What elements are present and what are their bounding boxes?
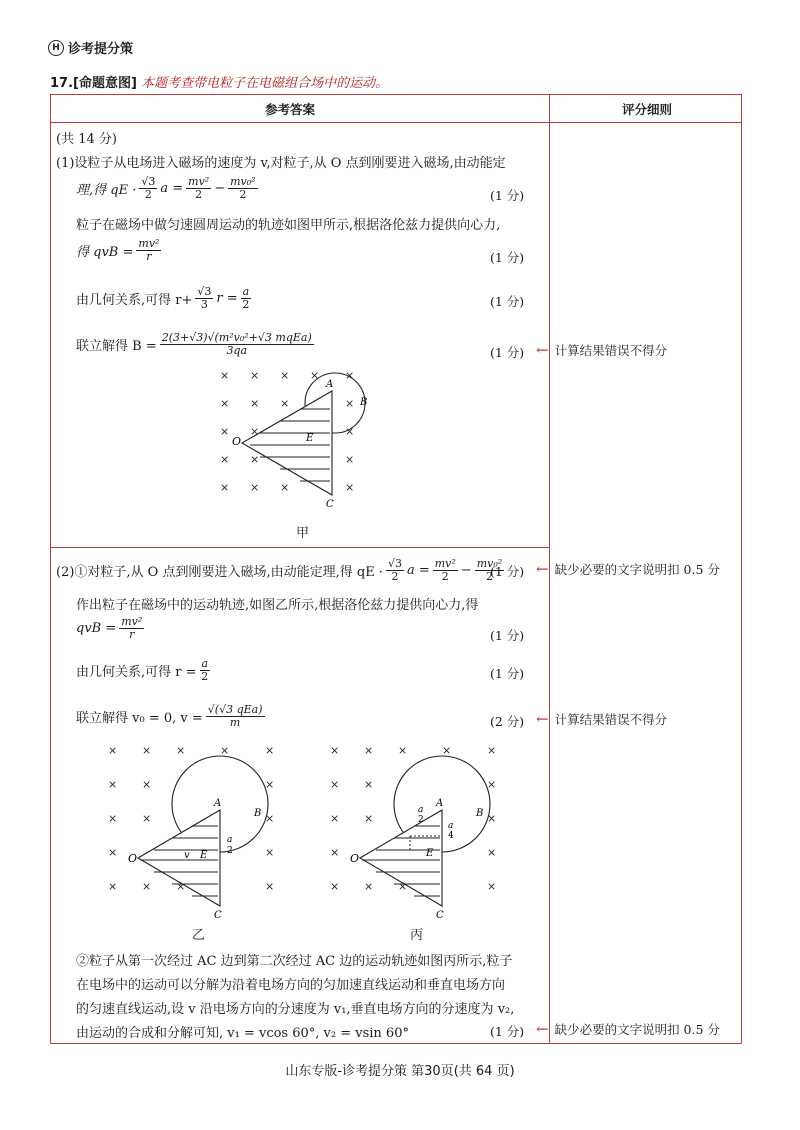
rule-note4 xyxy=(536,1020,720,1038)
figure-yi xyxy=(100,740,290,920)
total-score: (共 14 分) xyxy=(56,132,117,147)
svg-text:×: × xyxy=(265,744,275,757)
p2-line2: 作出粒子在磁场中的运动轨迹,如图乙所示,根据洛伦兹力提供向心力,得 xyxy=(76,598,479,613)
rule-note4-text: 缺少必要的文字说明扣 0.5 分 xyxy=(554,1022,720,1037)
p2-line8: 的匀速直线运动,设 v 沿电场方向的分速度为 v₁,垂直电场方向的分速度为 v₂, xyxy=(76,1002,515,1017)
rule-note3 xyxy=(536,710,667,728)
label-B: B xyxy=(360,397,368,408)
frac-mv02-b: $\frac{\text{mv₀²}}{2}$ xyxy=(476,557,503,583)
svg-text:×: × xyxy=(250,369,260,382)
p1-eq4-prefix: 联立解得 B = xyxy=(76,339,157,354)
p2-score2: (1 分) xyxy=(490,628,525,643)
label-O-yi: O xyxy=(128,852,138,865)
label-C: C xyxy=(326,499,334,510)
svg-text:×: × xyxy=(108,846,118,859)
svg-text:×: × xyxy=(265,812,275,825)
svg-text:×: × xyxy=(250,397,260,410)
svg-text:×: × xyxy=(330,812,340,825)
svg-text:×: × xyxy=(220,744,230,757)
svg-text:×: × xyxy=(364,880,374,893)
frac-sqrt3-2: $\frac{√3}{2}$ xyxy=(141,175,156,201)
intent-text: 本题考查带电粒子在电磁组合场中的运动。 xyxy=(141,76,389,91)
p2-score3: (1 分) xyxy=(490,666,525,681)
svg-text:×: × xyxy=(250,425,260,438)
p1-equation4 xyxy=(76,332,314,357)
p2-eq1-eq: a = xyxy=(406,563,430,578)
label-O-bing: O xyxy=(350,852,360,865)
svg-text:×: × xyxy=(330,846,340,859)
svg-text:×: × xyxy=(398,880,408,893)
svg-text:×: × xyxy=(250,481,260,494)
label-A-bing: A xyxy=(436,798,444,809)
svg-text:×: × xyxy=(220,425,230,438)
header-rules: 评分细则 xyxy=(622,102,673,117)
frac-a-2: $\frac{a}{2}$ xyxy=(242,285,250,311)
frac-mv02: $\frac{\text{mv₀²}}{2}$ xyxy=(230,175,256,201)
frac-mv2-r: $\frac{\text{mv²}}{r}$ xyxy=(138,237,160,263)
label-a4-den-bing: 4 xyxy=(448,831,454,841)
arrow-left-icon: ← xyxy=(536,560,549,578)
arrow-left-icon: ← xyxy=(536,710,549,728)
svg-text:×: × xyxy=(330,778,340,791)
arrow-left-icon: ← xyxy=(536,1020,549,1038)
brand-title: 诊考提分策 xyxy=(68,42,134,57)
svg-text:×: × xyxy=(364,778,374,791)
p2-score5: (1 分) xyxy=(490,1024,525,1039)
svg-text:×: × xyxy=(398,744,408,757)
svg-text:×: × xyxy=(310,369,320,382)
svg-text:×: × xyxy=(142,744,152,757)
p2-equation1 xyxy=(56,558,504,583)
p2-score4: (2 分) xyxy=(490,714,525,729)
p1-score2: (1 分) xyxy=(490,250,525,265)
figure-bing-caption: 丙 xyxy=(410,928,424,943)
p1-score4: (1 分) xyxy=(490,345,525,360)
figure-bing xyxy=(322,740,512,920)
label-a-den-bing: 2 xyxy=(418,815,424,825)
p1-equation3 xyxy=(76,286,251,311)
svg-text:×: × xyxy=(487,846,497,859)
svg-text:×: × xyxy=(280,481,290,494)
svg-text:×: × xyxy=(280,397,290,410)
p2-equation3 xyxy=(76,658,210,683)
svg-text:×: × xyxy=(487,778,497,791)
svg-text:×: × xyxy=(345,397,355,410)
figure-jia xyxy=(210,365,370,515)
arrow-left-icon: ← xyxy=(536,341,549,359)
label-E-yi: E xyxy=(200,850,208,861)
p1-eq3-mid: r = xyxy=(216,291,238,306)
svg-text:×: × xyxy=(487,880,497,893)
svg-text:×: × xyxy=(220,453,230,466)
svg-text:×: × xyxy=(265,880,275,893)
p1-eq2-prefix: 得 qvB = xyxy=(76,245,134,260)
frac-a-2-b: $\frac{a}{2}$ xyxy=(201,657,209,683)
label-B-bing: B xyxy=(476,808,484,819)
label-a-yi: a xyxy=(227,835,233,845)
svg-text:×: × xyxy=(345,481,355,494)
label-A: A xyxy=(326,379,334,390)
svg-text:×: × xyxy=(442,744,452,757)
label-C-yi: C xyxy=(214,910,222,920)
svg-text:×: × xyxy=(108,880,118,893)
label-E: E xyxy=(306,433,314,444)
frac-v: $\frac{\text{√(√3 qEa)}}{m}$ xyxy=(207,703,263,729)
p2-equation4 xyxy=(76,704,265,729)
p1-eq1-eq: a = xyxy=(160,181,184,196)
svg-text:×: × xyxy=(265,846,275,859)
svg-text:×: × xyxy=(108,778,118,791)
frac-sqrt3-2-b: $\frac{√3}{2}$ xyxy=(387,557,402,583)
svg-text:×: × xyxy=(487,812,497,825)
rule-note2 xyxy=(536,560,720,578)
frac-mv2-b: $\frac{\text{mv²}}{2}$ xyxy=(434,557,456,583)
p2-equation2 xyxy=(76,616,144,641)
label-A-yi: A xyxy=(214,798,222,809)
svg-text:×: × xyxy=(364,812,374,825)
svg-text:×: × xyxy=(142,778,152,791)
svg-text:×: × xyxy=(142,812,152,825)
svg-text:×: × xyxy=(487,744,497,757)
p2-eq4-prefix: 联立解得 v₀ = 0, v = xyxy=(76,711,203,726)
p2-eq2-prefix: qvB = xyxy=(76,621,117,636)
frac-mv2-r-b: $\frac{\text{mv²}}{r}$ xyxy=(121,615,143,641)
frac-B: $\frac{\text{2(3+√3)√(m²v₀²+√3 mqEa)}}{3qa}$ xyxy=(161,331,312,357)
figure-yi-caption: 乙 xyxy=(192,928,206,943)
svg-text:×: × xyxy=(345,425,355,438)
svg-text:×: × xyxy=(345,369,355,382)
label-a-den-yi: 2 xyxy=(227,846,233,856)
table-header-divider xyxy=(50,122,742,123)
p1-line3: 粒子在磁场中做匀速圆周运动的轨迹如图甲所示,根据洛伦兹力提供向心力, xyxy=(76,218,501,233)
p2-line9: 由运动的合成和分解可知, v₁ = vcos 60°, v₂ = vsin 60° xyxy=(76,1026,409,1041)
p1-score1: (1 分) xyxy=(490,188,525,203)
p1-eq1-prefix: 理,得 qE · xyxy=(76,183,137,198)
svg-text:×: × xyxy=(176,880,186,893)
frac-mv2: $\frac{\text{mv²}}{2}$ xyxy=(188,175,210,201)
p1-eq3-prefix: 由几何关系,可得 r+ xyxy=(76,293,193,308)
svg-text:×: × xyxy=(220,481,230,494)
svg-text:×: × xyxy=(108,812,118,825)
label-v-yi: v xyxy=(184,850,190,861)
label-a-bing: a xyxy=(418,805,424,815)
p1-equation2 xyxy=(76,238,161,263)
question-intent xyxy=(50,72,388,91)
frac-sqrt3-3: $\frac{√3}{3}$ xyxy=(197,285,212,311)
rule-note1 xyxy=(536,341,667,359)
svg-text:×: × xyxy=(280,369,290,382)
p1-equation1 xyxy=(76,176,258,201)
svg-text:×: × xyxy=(220,369,230,382)
rule-note2-text: 缺少必要的文字说明扣 0.5 分 xyxy=(554,562,720,577)
header-answer: 参考答案 xyxy=(265,102,316,117)
svg-text:×: × xyxy=(142,880,152,893)
svg-text:×: × xyxy=(108,744,118,757)
p1-line1: (1)设粒子从电场进入磁场的速度为 v,对粒子,从 O 点到刚要进入磁场,由动能定 xyxy=(56,156,506,171)
p2-eq1-prefix: (2)①对粒子,从 O 点到刚要进入磁场,由动能定理,得 qE · xyxy=(56,565,383,580)
svg-text:×: × xyxy=(265,778,275,791)
label-O: O xyxy=(232,435,242,448)
minus-sign-b: − xyxy=(460,563,472,578)
brand-logo-icon: H xyxy=(48,40,64,56)
brand-header xyxy=(48,38,133,57)
rule-note3-text: 计算结果错误不得分 xyxy=(554,712,668,727)
svg-text:×: × xyxy=(364,744,374,757)
p1-score3: (1 分) xyxy=(490,294,525,309)
svg-text:×: × xyxy=(345,453,355,466)
svg-text:×: × xyxy=(176,744,186,757)
label-B-yi: B xyxy=(254,808,262,819)
p2-eq3-prefix: 由几何关系,可得 r = xyxy=(76,665,197,680)
svg-text:×: × xyxy=(250,453,260,466)
rule-note1-text: 计算结果错误不得分 xyxy=(554,343,668,358)
minus-sign: − xyxy=(214,181,226,196)
figure-jia-caption: 甲 xyxy=(296,526,310,541)
table-part-divider xyxy=(50,547,549,548)
p2-line7: 在电场中的运动可以分解为沿着电场方向的匀加速直线运动和垂直电场方向 xyxy=(76,978,506,993)
p2-score1: (1 分) xyxy=(490,564,525,579)
p2-line6: ②粒子从第一次经过 AC 边到第二次经过 AC 边的运动轨迹如图丙所示,粒子 xyxy=(76,954,513,969)
intent-tag: [命题意图] xyxy=(73,76,137,91)
svg-text:×: × xyxy=(220,397,230,410)
label-a4-bing: a xyxy=(448,821,454,831)
page-footer: 山东专版-诊考提分策 第30页(共 64 页) xyxy=(285,1064,515,1079)
svg-text:×: × xyxy=(330,880,340,893)
svg-text:×: × xyxy=(330,744,340,757)
label-C-bing: C xyxy=(436,910,444,920)
question-number: 17. xyxy=(50,76,74,91)
label-E-bing: E xyxy=(426,848,434,859)
